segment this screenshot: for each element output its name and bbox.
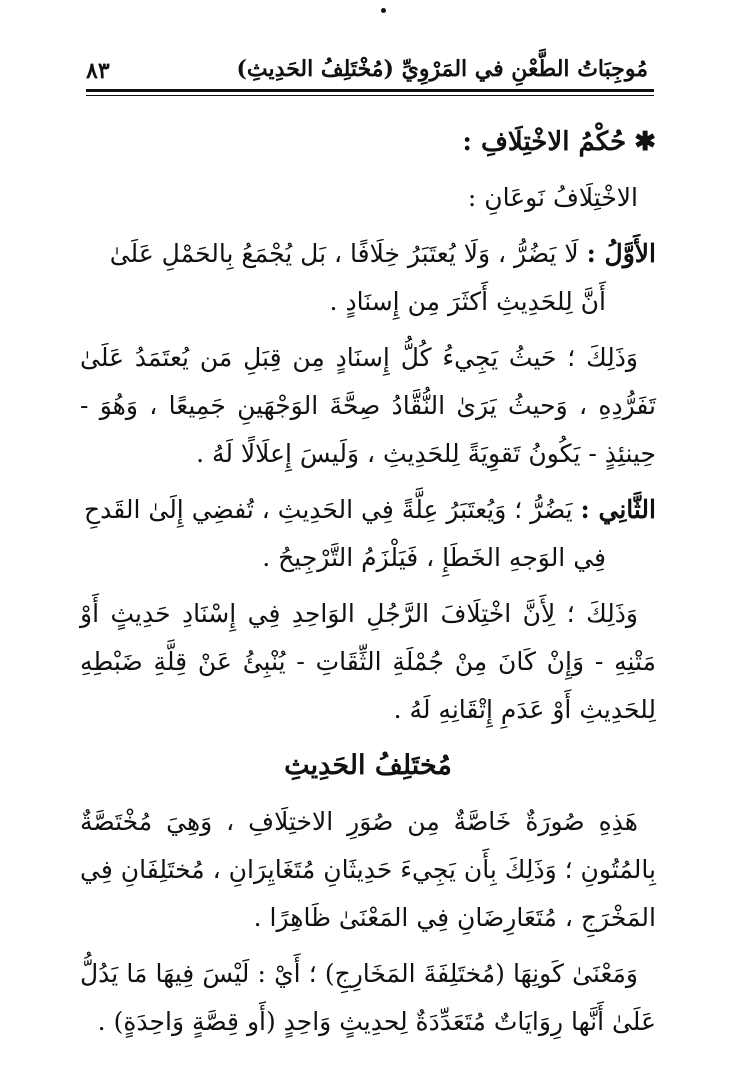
second-type-line2: فِي الوَجهِ الخَطَإِ ، فَيَلْزَمُ التَّرْجِيحُ . <box>262 543 606 572</box>
subsection-paragraph-2: وَمَعْنَىٰ كَونِهَا (مُختَلِفَةَ المَخَارِجِ) ؛ أَيْ : لَيْسَ فِيهَا مَا يَدُلُّ عَلَىٰ أَنَّها رِوَايَاتٌ مُتَعَدِّدَةٌ لِحدِيثٍ وَاحِدٍ (أَو قِصَّةٍ وَاحِدَةٍ) . <box>80 959 656 1036</box>
page-number: ٨٣ <box>86 58 110 84</box>
first-type-explanation: وَذَلِكَ ؛ حَيثُ يَجِيءُ كُلُّ إِسنَادٍ مِن قِبَلِ مَن يُعتَمَدُ عَلَىٰ تَفَرُّدِهِ ، وَحيثُ يَرَىٰ النُّقَّادُ صِحَّةَ الوَجْهَينِ جَمِيعًا ، وَهُوَ - حِينئِذٍ - يَكُونُ تَقوِيَةً لِلحَدِيثِ ، وَلَيسَ إِعلَالًا لَهُ . <box>80 343 656 468</box>
subsection-title: مُختَلِفُ الحَدِيثِ <box>284 750 452 781</box>
running-head: مُوجِبَاتُ الطَّعْنِ في المَرْوِيِّ (مُخْتَلِفُ الحَدِيثِ) <box>236 56 648 82</box>
first-type-paragraph <box>80 230 656 326</box>
section-heading <box>80 118 656 166</box>
intro-line: الاخْتِلَافُ نَوعَانِ : <box>467 183 638 212</box>
page-body <box>80 118 656 1054</box>
second-type-line1: يَضُرُّ ؛ وَيُعتَبَرُ عِلَّةً فِي الحَدِيثِ ، تُفضِي إِلَىٰ القَدحِ <box>83 495 573 524</box>
star-icon: ✱ <box>634 127 656 157</box>
header-rule-thin <box>86 95 654 96</box>
section-heading-text: حُكْمُ الاخْتِلَافِ : <box>462 127 627 157</box>
second-type-paragraph <box>80 486 656 582</box>
second-type-label: الثَّانِي : <box>580 495 656 524</box>
first-type-line2: أَنَّ لِلحَدِيثِ أَكثَرَ مِن إِسنَادٍ . <box>329 287 606 316</box>
subsection-paragraph-1: هَذِهِ صُورَةٌ خَاصَّةٌ مِن صُوَرِ الاختِلَافِ ، وَهِيَ مُخْتَصَّةٌ بِالمُتُونِ ؛ وَذَلِكَ بِأَن يَجِيءَ حَدِيثَانِ مُتَغَايِرَانِ ، مُختَلِفَانِ فِي المَخْرَجِ ، مُتَعَارِضَانِ فِي المَعْنَىٰ ظَاهِرًا . <box>79 807 656 932</box>
header-rule <box>86 89 654 92</box>
ink-dot <box>381 8 386 13</box>
first-type-label: الأَوَّلُ : <box>586 239 656 268</box>
second-type-explanation: وَذَلِكَ ؛ لِأَنَّ اخْتِلَافَ الرَّجُلِ الوَاحِدِ فِي إِسْنَادِ حَدِيثٍ أَوْ مَتْنِهِ - وَإِنْ كَانَ مِنْ جُمْلَةِ الثِّقَاتِ - يُنْبِئُ عَنْ قِلَّةِ ضَبْطِهِ لِلحَدِيثِ أَوْ عَدَمِ إِتْقَانِهِ لَهُ . <box>80 599 656 724</box>
first-type-line1: لَا يَضُرُّ ، وَلَا يُعتَبَرُ خِلَافًا ، بَل يُجْمَعُ بِالحَمْلِ عَلَىٰ <box>109 239 579 268</box>
